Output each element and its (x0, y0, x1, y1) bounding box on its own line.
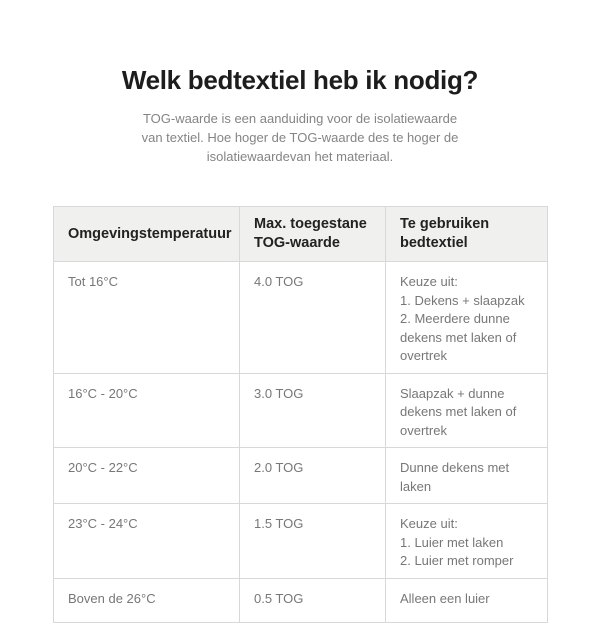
subtitle (0, 109, 600, 166)
textile-line: Keuze uit: (400, 516, 458, 531)
cell-textile (386, 448, 548, 504)
textile-line: Alleen een luier (400, 590, 490, 606)
cell-tog: 1.5 TOG (240, 504, 386, 579)
textile-line: 1. Luier met laken (400, 534, 504, 550)
cell-temperature: 20°C - 22°C (54, 448, 240, 504)
textile-line: Slaapzak + dunne dekens met laken of overtrek (400, 385, 517, 438)
subtitle-line: isolatiewaardevan het materiaal. (206, 149, 394, 164)
table-row (54, 448, 548, 504)
header-cell-temperature: Omgevingstemperatuur (54, 207, 240, 262)
cell-textile (386, 373, 548, 448)
cell-textile (386, 578, 548, 622)
cell-temperature: 23°C - 24°C (54, 504, 240, 579)
cell-textile (386, 262, 548, 374)
cell-tog: 3.0 TOG (240, 373, 386, 448)
table-header-row (54, 207, 548, 262)
page-title: Welk bedtextiel heb ik nodig? (121, 65, 479, 95)
table-row (54, 504, 548, 579)
header-cell-tog: Max. toegestane TOG-waarde (240, 207, 386, 262)
cell-tog: 2.0 TOG (240, 448, 386, 504)
textile-line: Keuze uit: (400, 274, 458, 289)
textile-line: 2. Meerdere dunne dekens met laken of overtrek (400, 311, 517, 363)
subtitle-line: TOG-waarde is een aanduiding voor de isolatiewaarde (142, 111, 458, 126)
textile-line: 2. Luier met romper (400, 553, 514, 568)
table-row (54, 578, 548, 622)
table-row (54, 262, 548, 374)
cell-temperature: Boven de 26°C (54, 578, 240, 622)
cell-textile (386, 504, 548, 579)
cell-tog: 0.5 TOG (240, 578, 386, 622)
cell-tog: 4.0 TOG (240, 262, 386, 374)
textile-line: Dunne dekens met laken (400, 460, 510, 494)
cell-temperature: 16°C - 20°C (54, 373, 240, 448)
bedtextiel-table (53, 206, 548, 623)
textile-line: 1. Dekens + slaapzak (400, 292, 525, 308)
cell-temperature: Tot 16°C (54, 262, 240, 374)
table-row (54, 373, 548, 448)
header-cell-textile: Te gebruiken bedtextiel (386, 207, 548, 262)
subtitle-line: van textiel. Hoe hoger de TOG-waarde des te hoger de (141, 130, 459, 145)
